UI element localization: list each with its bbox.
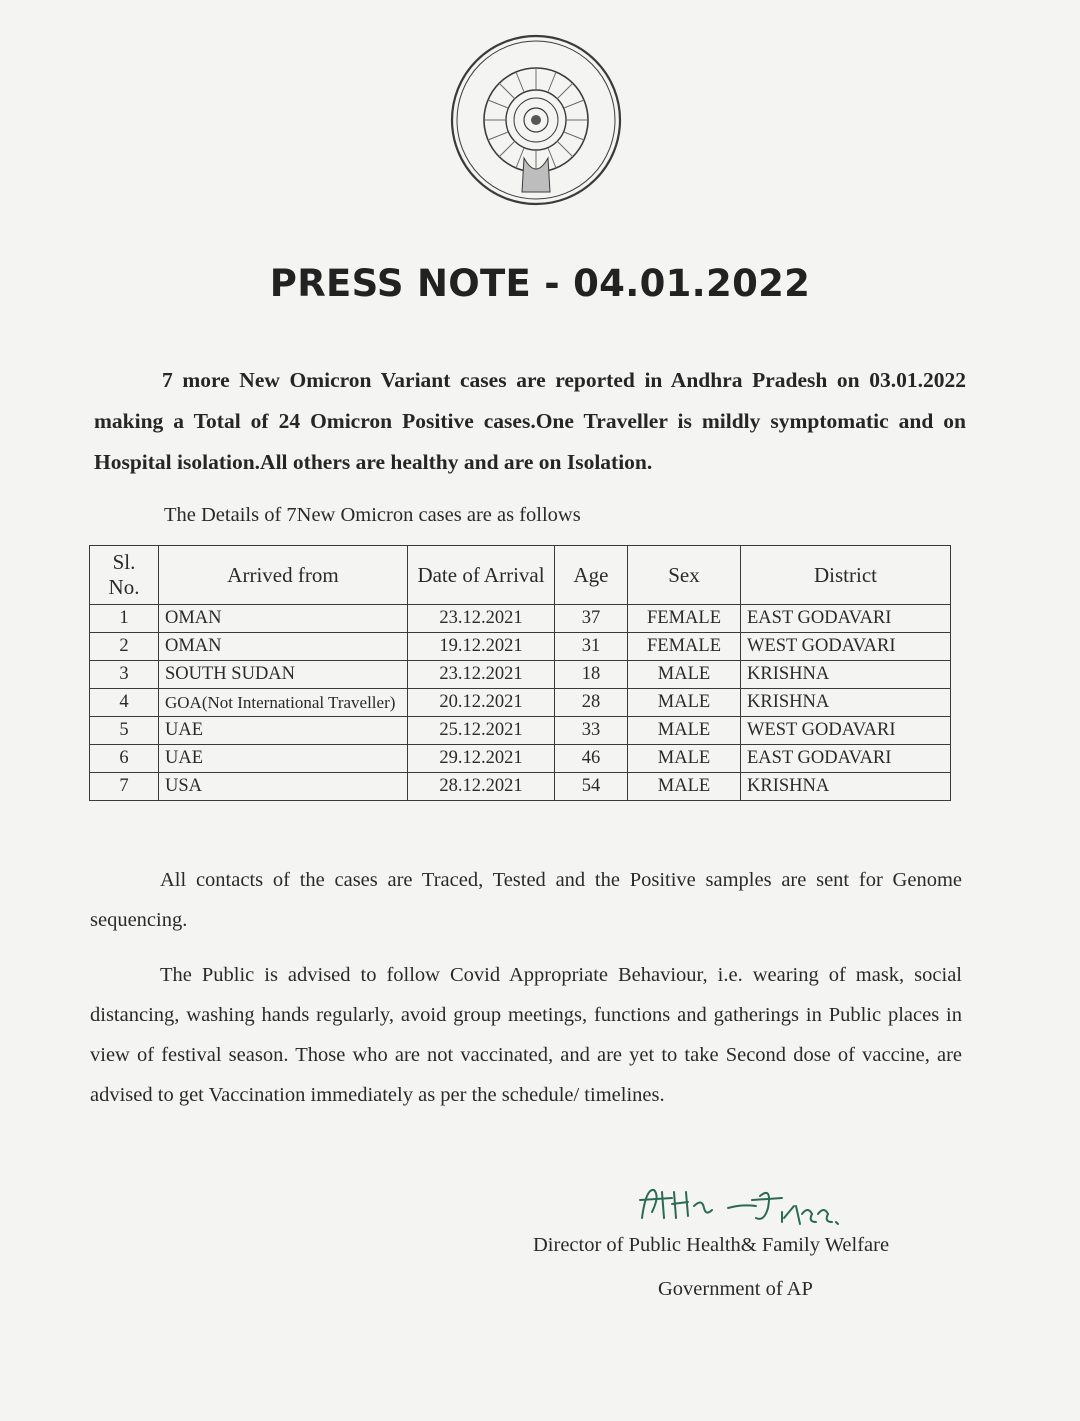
cell-sl-no: 1 (90, 605, 159, 633)
table-caption: The Details of 7New Omicron cases are as follows (164, 504, 581, 526)
cell-sex: MALE (628, 773, 741, 801)
cell-district: KRISHNA (741, 661, 951, 689)
cell-district: EAST GODAVARI (741, 745, 951, 773)
table-row (90, 717, 951, 745)
cell-sl-no: 2 (90, 633, 159, 661)
cell-arrived-from: OMAN (159, 605, 408, 633)
cell-sex: MALE (628, 745, 741, 773)
header-age: Age (555, 546, 628, 605)
designation: Director of Public Health& Family Welfare (533, 1234, 890, 1256)
cell-sex: MALE (628, 689, 741, 717)
cell-arrived-from: UAE (159, 717, 408, 745)
table-row (90, 661, 951, 689)
cell-sl-no: 5 (90, 717, 159, 745)
cell-date: 23.12.2021 (408, 661, 555, 689)
header-arrived-from: Arrived from (159, 546, 408, 605)
cell-age: 37 (555, 605, 628, 633)
table-row (90, 605, 951, 633)
cell-date: 25.12.2021 (408, 717, 555, 745)
advisory-paragraph: The Public is advised to follow Covid Appropriate Behaviour, i.e. wearing of mask, social distancing, washing hands regularly, avoid group meetings, functions and gatherings in Public places in view of festival season. Those who are not vaccinated, and are yet to take Second dose of vaccine, are advised to get Vaccination immediately as per the schedule/ timelines. (90, 964, 962, 1106)
table-header-row (90, 546, 951, 605)
cell-sl-no: 6 (90, 745, 159, 773)
table-row (90, 773, 951, 801)
cell-sex: MALE (628, 717, 741, 745)
cell-age: 33 (555, 717, 628, 745)
cell-district: WEST GODAVARI (741, 717, 951, 745)
header-sl-no: Sl. No. (90, 546, 159, 605)
table-row (90, 689, 951, 717)
header-date-of-arrival: Date of Arrival (408, 546, 555, 605)
cell-age: 28 (555, 689, 628, 717)
organisation: Government of AP (658, 1278, 813, 1300)
cell-date: 28.12.2021 (408, 773, 555, 801)
cell-sl-no: 3 (90, 661, 159, 689)
andhra-pradesh-state-emblem-icon (446, 30, 626, 215)
cell-district: KRISHNA (741, 689, 951, 717)
contacts-paragraph: All contacts of the cases are Traced, Tested and the Positive samples are sent for Genome sequencing. (90, 869, 962, 931)
cell-district: EAST GODAVARI (741, 605, 951, 633)
cell-date: 20.12.2021 (408, 689, 555, 717)
cell-arrived-from: OMAN (159, 633, 408, 661)
cell-date: 23.12.2021 (408, 605, 555, 633)
cell-date: 19.12.2021 (408, 633, 555, 661)
cell-age: 46 (555, 745, 628, 773)
cell-district: WEST GODAVARI (741, 633, 951, 661)
cell-sl-no: 4 (90, 689, 159, 717)
cell-sex: MALE (628, 661, 741, 689)
handwritten-signature-icon (632, 1178, 872, 1238)
table-row (90, 745, 951, 773)
header-district: District (741, 546, 951, 605)
cell-age: 18 (555, 661, 628, 689)
cell-arrived-from: UAE (159, 745, 408, 773)
header-sex: Sex (628, 546, 741, 605)
cell-sl-no: 7 (90, 773, 159, 801)
cell-arrived-from: USA (159, 773, 408, 801)
cell-arrived-from: SOUTH SUDAN (159, 661, 408, 689)
cell-age: 54 (555, 773, 628, 801)
table-row (90, 633, 951, 661)
page-title: PRESS NOTE - 04.01.2022 (269, 262, 811, 305)
cell-date: 29.12.2021 (408, 745, 555, 773)
cell-age: 31 (555, 633, 628, 661)
summary-paragraph: 7 more New Omicron Variant cases are reported in Andhra Pradesh on 03.01.2022 making a Total of 24 Omicron Positive cases.One Traveller is mildly symptomatic and on Hospital isolation.All others are healthy and are on Isolation. (94, 368, 966, 474)
cell-arrived-from: GOA(Not International Traveller) (159, 689, 408, 717)
cell-sex: FEMALE (628, 633, 741, 661)
omicron-cases-table (89, 545, 951, 801)
cell-district: KRISHNA (741, 773, 951, 801)
cell-sex: FEMALE (628, 605, 741, 633)
